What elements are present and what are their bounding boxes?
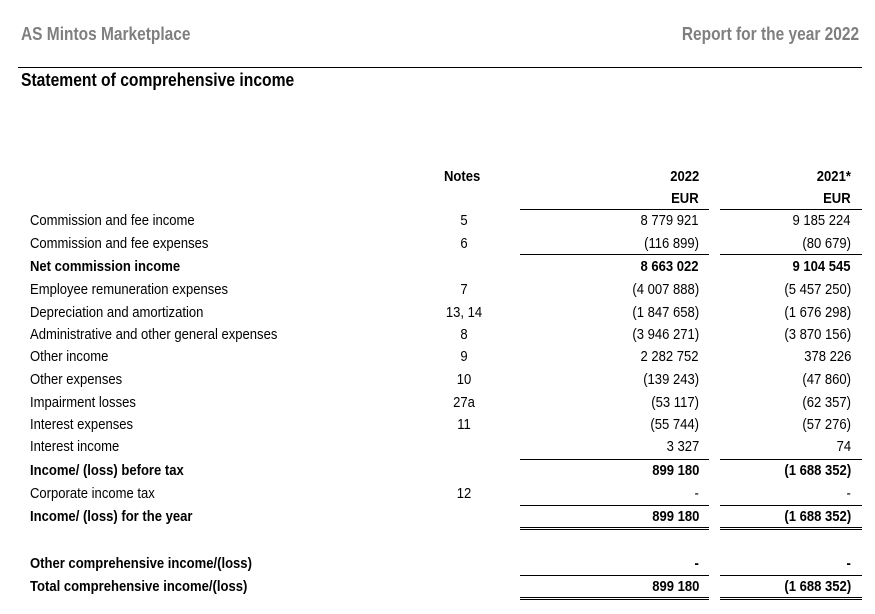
total-double-rule-2022	[520, 527, 709, 530]
row-label: Administrative and other general expenses	[30, 327, 278, 343]
row-value-2022: 8 663 022	[640, 259, 699, 275]
currency-2021-header: EUR	[823, 191, 851, 207]
row-note: 10	[456, 372, 472, 388]
row-value-2021: (1 676 298)	[784, 305, 851, 321]
subtotal-rule-2021	[720, 254, 862, 255]
row-label: Other comprehensive income/(loss)	[30, 556, 252, 572]
row-value-2022: 3 327	[666, 439, 699, 455]
row-value-2021: (3 870 156)	[784, 327, 851, 343]
year-2022-header: 2022	[669, 169, 699, 185]
row-value-2021: (47 860)	[802, 372, 851, 388]
row-label: Employee remuneration expenses	[30, 282, 229, 298]
row-label: Other expenses	[30, 372, 123, 388]
row-value-2022: (55 744)	[650, 417, 699, 433]
subtotal-rule-2021	[720, 459, 862, 460]
report-period: Report for the year 2022	[681, 24, 859, 44]
row-value-2021: 378 226	[803, 349, 851, 365]
header-divider	[18, 67, 862, 68]
row-value-2022: (139 243)	[643, 372, 699, 388]
row-value-2022: (4 007 888)	[632, 282, 699, 298]
total-rule-2021	[720, 505, 862, 506]
row-value-2022: (53 117)	[651, 395, 699, 411]
row-note: 11	[457, 417, 471, 433]
total-double-rule-2022	[520, 597, 709, 600]
row-value-2022: 2 282 752	[640, 349, 699, 365]
subtotal-rule-2022	[520, 254, 709, 255]
row-value-2021: (80 679)	[802, 236, 851, 252]
row-value-2021: (57 276)	[802, 417, 851, 433]
row-label: Total comprehensive income/(loss)	[30, 579, 248, 595]
row-note: 9	[460, 349, 468, 365]
row-label: Net commission income	[30, 259, 181, 275]
row-note: 13, 14	[445, 305, 483, 321]
row-value-2021: -	[846, 556, 851, 572]
row-value-2022: 899 180	[651, 463, 699, 479]
row-value-2021: (62 357)	[802, 395, 851, 411]
row-label: Commission and fee income	[30, 213, 195, 229]
row-note: 8	[460, 327, 468, 343]
row-value-2021: 9 104 545	[792, 259, 851, 275]
row-note: 27a	[453, 395, 475, 411]
total-rule-2022	[520, 505, 709, 506]
row-value-2021: (5 457 250)	[784, 282, 851, 298]
row-value-2022: -	[694, 556, 699, 572]
row-value-2022: -	[694, 486, 699, 502]
company-name: AS Mintos Marketplace	[21, 24, 191, 44]
column-rule-2021	[720, 209, 862, 210]
row-label: Corporate income tax	[30, 486, 155, 502]
table-row	[0, 395, 875, 417]
row-value-2022: 899 180	[651, 579, 699, 595]
row-value-2022: (1 847 658)	[632, 305, 699, 321]
row-value-2022: 8 779 921	[640, 213, 699, 229]
row-label: Other income	[30, 349, 109, 365]
table-row	[0, 305, 875, 327]
row-value-2022: (116 899)	[644, 236, 699, 252]
row-value-2022: (3 946 271)	[632, 327, 699, 343]
row-label: Commission and fee expenses	[30, 236, 209, 252]
row-value-2021: -	[846, 486, 851, 502]
table-row	[0, 213, 875, 235]
subtotal-rule-2022	[520, 459, 709, 460]
row-note: 12	[456, 486, 472, 502]
total-double-rule-2021	[720, 597, 862, 600]
year-2021-header: 2021*	[816, 169, 851, 185]
row-label: Interest income	[30, 439, 120, 455]
row-label: Interest expenses	[30, 417, 134, 433]
row-label: Impairment losses	[30, 395, 136, 411]
statement-title: Statement of comprehensive income	[21, 70, 295, 90]
table-row	[0, 282, 875, 304]
total-rule-2022	[520, 575, 709, 576]
table-row	[0, 349, 875, 371]
row-note: 7	[460, 282, 468, 298]
row-value-2021: (1 688 352)	[784, 463, 851, 479]
table-row	[0, 439, 875, 461]
row-note: 5	[460, 213, 468, 229]
row-label: Income/ (loss) before tax	[30, 463, 184, 479]
row-note: 6	[460, 236, 468, 252]
table-row	[0, 417, 875, 439]
table-row	[0, 463, 875, 485]
row-value-2021: 74	[836, 439, 851, 455]
total-double-rule-2021	[720, 527, 862, 530]
currency-2022-header: EUR	[671, 191, 699, 207]
row-value-2022: 899 180	[651, 509, 699, 525]
row-value-2021: (1 688 352)	[784, 509, 851, 525]
notes-column-header: Notes	[444, 169, 481, 185]
total-rule-2021	[720, 575, 862, 576]
table-row	[0, 372, 875, 394]
table-row	[0, 259, 875, 281]
row-label: Depreciation and amortization	[30, 305, 204, 321]
table-row	[0, 327, 875, 349]
column-rule-2022	[520, 209, 709, 210]
row-label: Income/ (loss) for the year	[30, 509, 193, 525]
row-value-2021: 9 185 224	[792, 213, 851, 229]
row-value-2021: (1 688 352)	[784, 579, 851, 595]
